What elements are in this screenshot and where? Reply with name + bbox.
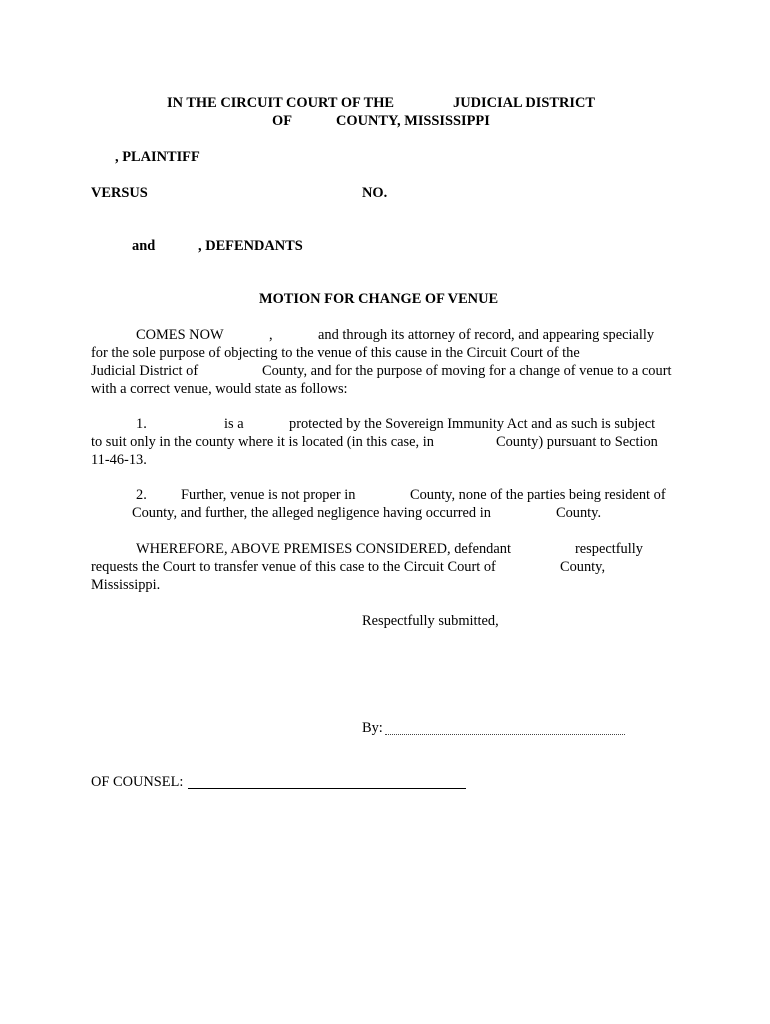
para2-line1-rest: County, none of the parties being resident of <box>410 487 666 503</box>
document-title: MOTION FOR CHANGE OF VENUE <box>259 291 499 307</box>
court-heading-of: OF <box>272 113 292 129</box>
intro-line4: with a correct venue, would state as follows: <box>91 381 348 397</box>
court-heading-part2: JUDICIAL DISTRICT <box>453 95 595 111</box>
wherefore-line2-rest: County, <box>560 559 606 575</box>
para1-line2-start: to suit only in the county where it is located (in this case, in <box>91 434 434 450</box>
para1-line3: 11-46-13. <box>91 452 147 468</box>
court-heading-county: COUNTY, MISSISSIPPI <box>336 113 490 129</box>
by-signature-line <box>385 734 625 735</box>
case-number-label: NO. <box>362 185 388 201</box>
intro-comma: , <box>269 327 273 343</box>
intro-comes-now: COMES NOW <box>136 327 224 343</box>
wherefore-line1-start: WHEREFORE, ABOVE PREMISES CONSIDERED, defendant <box>136 541 511 557</box>
of-counsel-label: OF COUNSEL: <box>91 774 184 790</box>
of-counsel-signature-line <box>188 788 466 789</box>
para2-number: 2. <box>136 487 147 503</box>
respectfully-submitted: Respectfully submitted, <box>362 613 499 629</box>
intro-line2: for the sole purpose of objecting to the venue of this cause in the Circuit Court of the <box>91 345 580 361</box>
court-heading-part1: IN THE CIRCUIT COURT OF THE <box>167 95 395 111</box>
intro-line1-rest: and through its attorney of record, and appearing specially <box>318 327 655 343</box>
para2-line2-start: County, and further, the alleged negligence having occurred in <box>132 505 491 521</box>
defendants-label: , DEFENDANTS <box>198 238 303 254</box>
wherefore-line2-start: requests the Court to transfer venue of this case to the Circuit Court of <box>91 559 496 575</box>
para2-line1-start: Further, venue is not proper in <box>181 487 356 503</box>
versus-label: VERSUS <box>91 185 148 201</box>
para1-number: 1. <box>136 416 147 432</box>
para1-line2-rest: County) pursuant to Section <box>496 434 658 450</box>
by-label: By: <box>362 720 383 736</box>
plaintiff-label: , PLAINTIFF <box>115 149 200 165</box>
wherefore-line3: Mississippi. <box>91 577 161 593</box>
wherefore-line1-rest: respectfully <box>575 541 643 557</box>
defendants-and: and <box>132 238 156 254</box>
intro-line3-rest: County, and for the purpose of moving for a change of venue to a court <box>262 363 672 379</box>
para2-line2-rest: County. <box>556 505 602 521</box>
para1-is-a: is a <box>224 416 244 432</box>
para1-line1-rest: protected by the Sovereign Immunity Act and as such is subject <box>289 416 656 432</box>
intro-line3-start: Judicial District of <box>91 363 199 379</box>
